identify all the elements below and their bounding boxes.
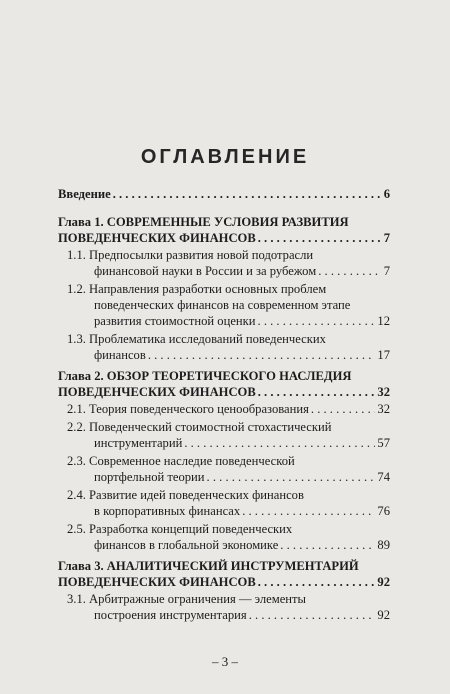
toc-entry-text: Введение	[58, 187, 111, 201]
dot-leader	[113, 186, 382, 202]
toc-section-2-3	[67, 453, 390, 485]
toc-entry-intro	[58, 186, 390, 202]
section-number: 2.2.	[67, 420, 86, 434]
toc-page-number: 17	[377, 348, 390, 362]
dot-leader	[311, 401, 376, 417]
section-title-cont: финансов в глобальной экономике	[94, 538, 279, 552]
toc-page-number: 89	[377, 538, 390, 552]
section-title-cont: в корпоративных финансах	[94, 504, 241, 518]
dot-leader	[207, 469, 376, 485]
section-title-cont: финансовой науки в России и за рубежом	[94, 264, 317, 278]
toc-section-3-1	[67, 591, 390, 623]
section-title: Развитие идей поведенческих финансов	[89, 488, 304, 502]
toc-chapter-1	[58, 214, 390, 246]
dot-leader	[148, 347, 376, 363]
toc-page-number: 7	[383, 264, 390, 278]
section-number: 2.3.	[67, 454, 86, 468]
section-number: 1.2.	[67, 282, 86, 296]
section-number: 1.1.	[67, 248, 86, 262]
toc-page-number: 32	[377, 385, 390, 399]
chapter-title-line2: ПОВЕДЕНЧЕСКИХ ФИНАНСОВ	[58, 575, 256, 589]
section-title: Предпосылки развития новой подотрасли	[89, 248, 314, 262]
dot-leader	[242, 503, 375, 519]
toc-chapter-2	[58, 368, 390, 400]
toc-page-number: 32	[377, 402, 390, 416]
section-title: Теория поведенческого ценообразования	[89, 402, 309, 416]
section-number: 1.3.	[67, 332, 86, 346]
toc-section-1-3	[67, 331, 390, 363]
section-number: 2.5.	[67, 522, 86, 536]
section-title: Проблематика исследований поведенческих	[89, 332, 326, 346]
dot-leader	[258, 574, 376, 590]
section-number: 2.1.	[67, 402, 86, 416]
toc-page-number: 76	[377, 504, 390, 518]
chapter-title-line2: ПОВЕДЕНЧЕСКИХ ФИНАНСОВ	[58, 231, 256, 245]
section-number: 2.4.	[67, 488, 86, 502]
section-title-cont: финансов	[94, 348, 146, 362]
dot-leader	[184, 435, 375, 451]
section-title: Разработка концепций поведенческих	[89, 522, 293, 536]
toc-section-2-1	[67, 401, 390, 417]
chapter-title-line1: Глава 1. СОВРЕМЕННЫЕ УСЛОВИЯ РАЗВИТИЯ	[58, 215, 349, 229]
toc-page-number: 12	[377, 314, 390, 328]
section-title: Современное наследие поведенческой	[89, 454, 295, 468]
page-folio: – 3 –	[212, 654, 238, 669]
section-title: Направления разработки основных проблем	[89, 282, 327, 296]
toc-section-2-5	[67, 521, 390, 553]
section-title-cont: портфельной теории	[94, 470, 205, 484]
toc-section-1-1	[67, 247, 390, 279]
page-title: ОГЛАВЛЕНИЕ	[140, 146, 310, 168]
toc-chapter-3	[58, 558, 390, 590]
chapter-title-line2: ПОВЕДЕНЧЕСКИХ ФИНАНСОВ	[58, 385, 256, 399]
dot-leader	[258, 230, 382, 246]
toc-section-2-4	[67, 487, 390, 519]
dot-leader	[318, 263, 381, 279]
dot-leader	[258, 384, 376, 400]
section-number: 3.1.	[67, 592, 86, 606]
toc-page-number: 74	[377, 470, 390, 484]
toc-page-number: 92	[377, 608, 390, 622]
section-title-cont: поведенческих финансов на современном этапе	[94, 298, 351, 312]
toc-page-number: 7	[383, 231, 390, 245]
chapter-title-line1: Глава 2. ОБЗОР ТЕОРЕТИЧЕСКОГО НАСЛЕДИЯ	[58, 369, 352, 383]
toc-page-number: 6	[383, 187, 390, 201]
toc-section-2-2	[67, 419, 390, 451]
toc-page-number: 92	[377, 575, 390, 589]
dot-leader	[249, 607, 376, 623]
dot-leader	[258, 313, 376, 329]
toc-page-number: 57	[377, 436, 390, 450]
toc-section-1-2	[67, 281, 390, 329]
dot-leader	[280, 537, 375, 553]
section-title-cont: построения инструментария	[94, 608, 247, 622]
section-title-cont: инструментарий	[94, 436, 183, 450]
section-title: Арбитражные ограничения — элементы	[89, 592, 307, 606]
chapter-title-line1: Глава 3. АНАЛИТИЧЕСКИЙ ИНСТРУМЕНТАРИЙ	[58, 559, 359, 573]
section-title-cont: развития стоимостной оценки	[94, 314, 256, 328]
section-title: Поведенческий стоимостной стохастический	[89, 420, 332, 434]
